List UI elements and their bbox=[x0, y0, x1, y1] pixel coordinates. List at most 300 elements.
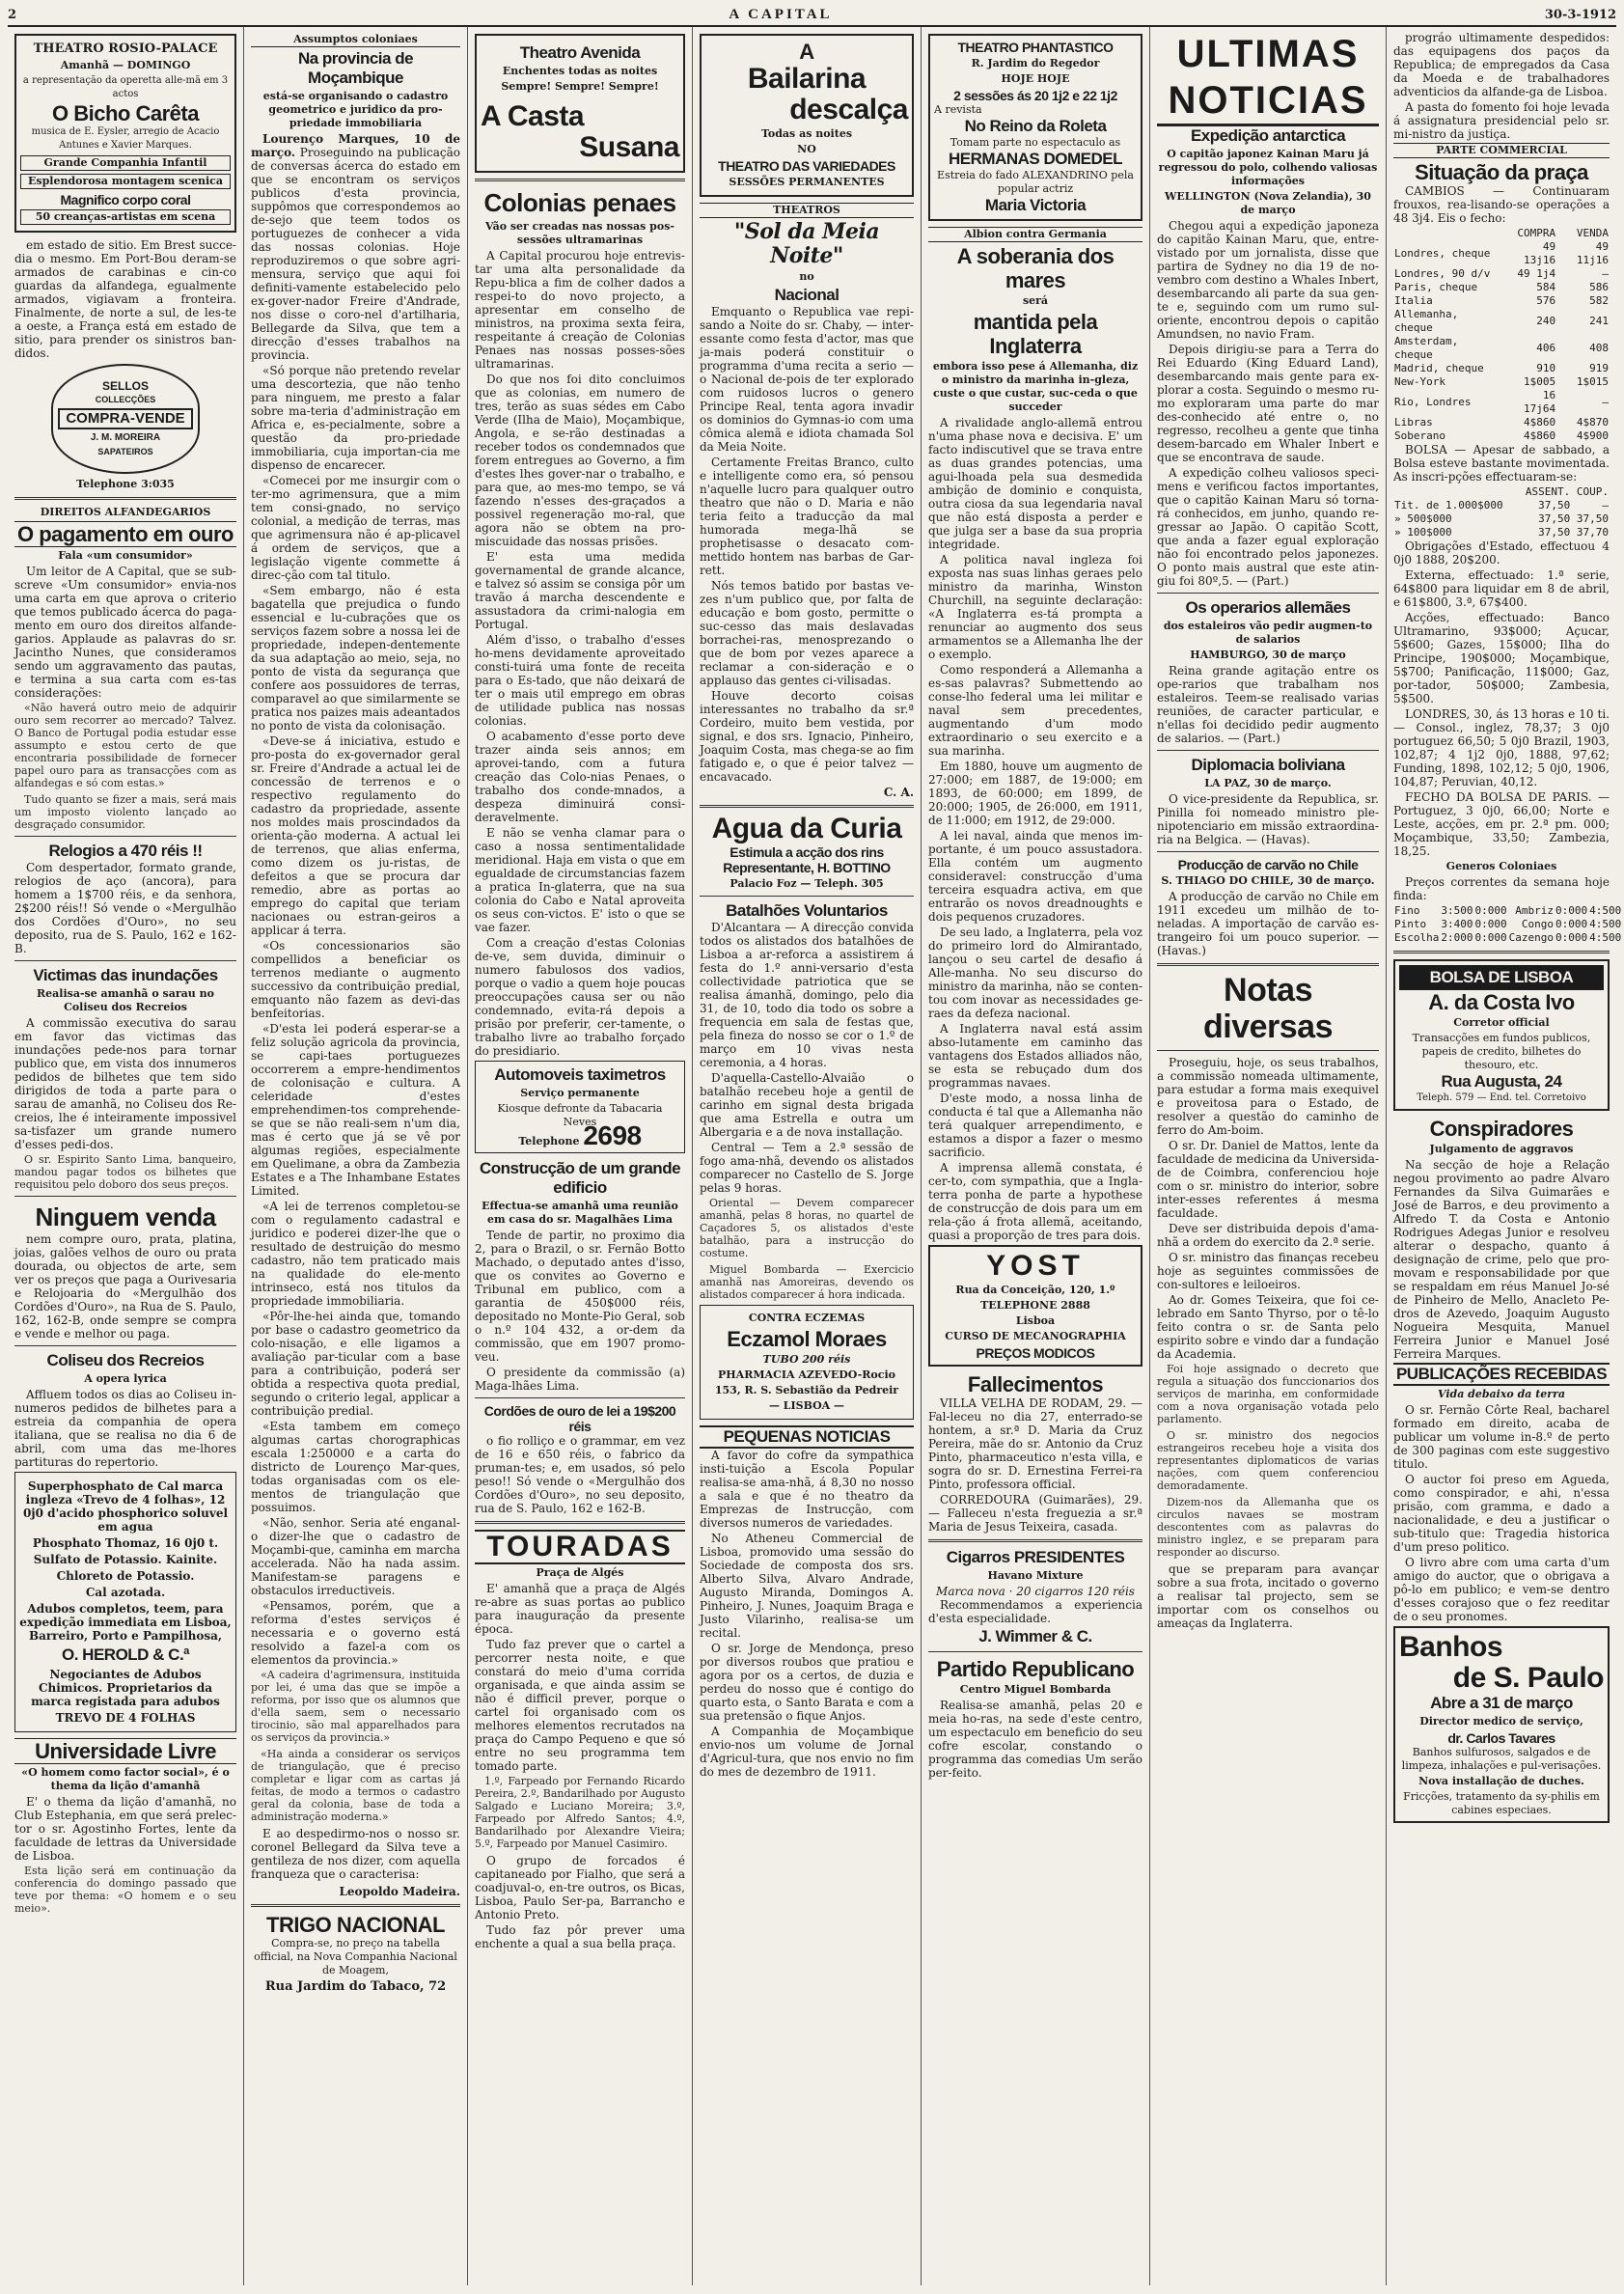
ad-line: PREÇOS MODICOS bbox=[976, 1345, 1095, 1361]
headline-sol: "Sol da Meia Noite" bbox=[733, 219, 880, 268]
subheadline: «O homem como factor social», é o thema da lição d'amanhã bbox=[21, 1766, 230, 1792]
column-3: Theatro Avenida Enchentes todas as noites Sempre! Sempre! Sempre! A Casta Susana Colonias penaes Vão ser creadas nas nossas pos-sessões ultramarinas A Capital procurou hoje entrevis-tar uma alta personalidade da Repu-blica a fim de colher dados a respei-to do novo projecto, a apresentar em conselho de ministros, na proxima sexta feira, respeitante á creação de Colonias Penaes nas nossas posses-sões ultramarinas. Do que nos foi dito concluimos que as colonias, em numero de tres, terão as suas sédes em Cabo Verde (Ilha de Maio), Moçambique, Angola, e se-rão destinadas a receber todos os condemnados que forem entregues ao Governo, a fim d'estes lhes gover-nar o trabalho, e para que, ao mes-mo tempo, se vá fazendo n'esses des-graçados a possivel regeneração mo-ral, que agora não se obtem na pro-miscuidade das nossas prisões. E' esta uma medida governamental de grande alcance, e talvez só assim se consiga pôr um travão á marcha descendente e assustadora da crimi-nalogia em Portugal. Além d'isso, o trabalho d'esses ho-mens devidamente aproveitado consti-tuirá uma fonte de receita para o Es-tado, que não deixará de ter o mais util emprego em obras de utilidade publica nas nossas colonias. O acabamento d'esse porto deve trazer ainda seis annos; em aprovei-tando, com a futura creação das Colo-nias Penaes, o trabalho dos conde-mnados, a despeza diminuirá consi-deravelmente. E não se venha clamar para o caso a nossa sentimentalidade meridional. Haja em vista o que em egualdade de circumstancias fazem a pratica In-glaterra, que na sua colonia do Cabo e Natal aproveita os seus con-victos. E' isto o que se vae fazer. Com a creação d'estas Colonias de-ve, sem duvida, diminuir o numero fabulosos dos vadios, porque o vadio a quem hoje poucas preoccupações causa ser ou não condemnado, evita-rá depois a prisão por preferir, cer-tamente, o trabalho livre ao trabalho forçado do presidiario. Automoveis taximetros Serviço permanente Kiosque defronte da Tabacaria Neves Telephone 2698 Construcção de um grande edificio Effectua-se amanhã uma reunião em casa do sr. Magalhães Lima Tende de partir, no proximo dia 2, para o Brazil, o sr. Fernão Botto Machado, o deputado antes d'isso, que os convites ao Governo e Tribunal em publico, com a garantia de 450$000 réis, depositado no Monte-Pio Geral, sob o n.º 104 432, a or-dem da commissão, que em 1907 promo-veu. O presidente da commissão (a) Maga-lhães Lima. Cordões de ouro de lei a 19$200 réis o fio rolliço e o grammar, em vez de 16 e 650 réis, o fabrico da pruman-tes; e, em usados, só pelo peso!! Só vende o «Mergulhão dos Cordões d'Ouro», no seu deposito, rua de S. Paulo, 162 e 162-B. TOURADAS Praça de Algés E' amanhã que a praça de Algés re-abre as suas portas ao publico para inauguração da presente época. Tudo faz prever que o cartel a percorrer nesta noite, e que constará do meio d'uma corrida organisada, e que ainda assim se não é difficil prever, porque o cartel foi organisado com os melhores elementos recrutados na praça do Campo Pequeno e que só entre no seu programma tem tomado parte. 1.º, Farpeado por Fernando Ricardo Pereira, 2.º, Bandarilhado por Augusto Salgado e Luciano Moreira; 3.º, Farpeado por Alfredo Santos; 4.º, Bandarilhado por Alexandre Vieira; 5.º, Farpeado por Manuel Casimiro. O grupo de forcados é capitaneado por Fialho, que será a coadjuval-o, en-tre outros, os Bicas, Lisboa, Paulo Ser-pa, Barrancho e Antonio Preto. Tudo faz pôr prever uma enchente a qual a sua bella praça. bbox=[468, 27, 693, 2285]
ad-play: No Reino da Roleta bbox=[964, 117, 1107, 135]
article-text: prográo ultimamente despedidos: das equipagens dos paços da Republica; de empregados da Casa da Moeda e de trabalhadores adventicios da alfande-ga de Lisboa. bbox=[1393, 31, 1610, 98]
table-cell: Londres, cheque bbox=[1394, 247, 1491, 260]
article-text: No Atheneu Commercial de Lisboa, promovido uma sessão do Sociedade de composta dos srs. Alberto Silva, Alvaro Andrade, Augusto Miranda, Domingos A. Pinheiro, J. Nunes, Joaquim Braga e Justo Vilarinho, realisa-se um recital. bbox=[700, 1532, 914, 1640]
article-text: Affluem todos os dias ao Coliseu in-numeros pedidos de bilhetes para a estreia da companhia de opera italiana, que se realisa no dia 6 de abril, com uma das me-lhores partituras do repertorio. bbox=[14, 1388, 236, 1469]
ad-stamp-sellos bbox=[51, 364, 200, 474]
article-text: Do que nos foi dito concluimos que as colonias, em numero de tres, terão as suas sédes em Cabo Verde (Ilha de Maio), Moçambique, Angola, e se-rão destinadas a receber todos os condemnados que forem entregues ao Governo, a fim d'estes lhes gover-nar o trabalho, e para que, ao mes-mo tempo, se vá fazendo n'esses des-graçados a possivel regeneração mo-ral, que agora não se obtem na pro-miscuidade das nossas prisões. bbox=[475, 373, 685, 548]
table-cell: 4$900 bbox=[1576, 429, 1609, 442]
table-cell: 0:000 bbox=[1474, 918, 1507, 930]
ad-trigo-sub: Compra-se, no preço na tabella official, na Nova Companhia Nacional de Moagem, bbox=[254, 1937, 457, 1976]
article-text: D'Alcantara — A direcção convida todos os alistados dos batalhões de Lisboa a ar-reforca a assistirem á festa do 1.º anni-versario d'esta collectividade patriotica que se realisa ámanhã, domingo, pelo dia 31, de 10, todo dia todo os sobre a frequencia em sala de festas que, pela fineza do nosso se cor o 1.º de março em 10 vivas nesta ceremonia, a 4 horas. bbox=[700, 921, 914, 1069]
table-row bbox=[1393, 904, 1622, 918]
table-cell: 16 17j64 bbox=[1524, 389, 1556, 415]
headline-coliseu: Coliseu dos Recreios bbox=[46, 1351, 205, 1369]
ad-bolsa-lisboa bbox=[1393, 959, 1610, 1111]
ad-line: A revista bbox=[934, 103, 982, 116]
divider bbox=[251, 1904, 460, 1907]
headline-ninguem: Ninguem venda bbox=[35, 1202, 216, 1231]
headline-nacional: Nacional bbox=[774, 286, 840, 304]
article-text: D'este modo, a nossa linha de conducta é tal que a Allemanha não terá qualquer arrependimento, e estamos a dispor a fazer o mesmo sacrificio. bbox=[928, 1092, 1142, 1159]
divider bbox=[1157, 851, 1379, 852]
table-cell: » 500$000 bbox=[1394, 512, 1452, 525]
signature: Leopoldo Madeira. bbox=[339, 1885, 460, 1898]
table-cell: 0:000 bbox=[1474, 904, 1507, 917]
ad-day: Amanhã — DOMINGO bbox=[60, 59, 191, 71]
table-cell: 408 bbox=[1589, 342, 1609, 354]
signature: C. A. bbox=[883, 786, 914, 799]
table-header: COMPRA bbox=[1517, 227, 1556, 239]
article-text: O sr. ministro das finanças recebeu hoje as seguintes commissões de con-sultores e leiloeiros. bbox=[1157, 1251, 1379, 1291]
ad-artists: HERMANAS DOMEDEL bbox=[949, 150, 1122, 168]
article-text: E' esta uma medida governamental de grande alcance, e talvez só assim se consiga pôr um travão á marcha descendente e assustadora da crimi-nalogia em Portugal. bbox=[475, 550, 685, 631]
table-cell: 4$860 bbox=[1524, 429, 1556, 442]
ad-wimmer: J. Wimmer & C. bbox=[978, 1627, 1092, 1645]
ad-yost bbox=[928, 1245, 1142, 1367]
table-cell: 586 bbox=[1589, 281, 1609, 293]
subheadline: Havano Mixture bbox=[987, 1569, 1084, 1582]
article-text: Chegou aqui a expedição japoneza do capitão Kainan Maru, que, entre-vistado por um jornalista, disse que partira de Sydney no dia 19 de no-vembro com destino a Whales Inbert, desembarcando ali parte da sua gen-te e, seguindo com um rumo sul-oriente, encontrou depois o capitão Amundsen, no navio Fram. bbox=[1157, 219, 1379, 341]
table-cell: 1$015 bbox=[1576, 375, 1609, 388]
article-text: Certamente Freitas Branco, culto e intelligente como era, só pensou n'aquelle lucro para qualquer outro theatro que não o D. Maria e não teria feito a traducção da mal humorada mega-lhã se prophetisasse o desacato com-mettido hontem nas barbas de Gar-rett. bbox=[700, 456, 914, 577]
article-text: Preços correntes da semana hoje finda: bbox=[1393, 875, 1610, 902]
article-text: O vice-presidente da Republica, sr. Pinilla foi nomeado ministro ple-nipotenciario em missão extraordina-ria na Belgica. — (Havas). bbox=[1157, 792, 1379, 846]
article-text: «Sem embargo, não é esta bagatella que prejudica o fundo essencial e lu-cubrações que os serviços fazem sobre a nossa lei de propriedade, indepen-dentemente da sua adaptação ao meio, seja, no ponto de vista da segurança que confere aos possuidores de terras, comparavel ao que similarmente se pratica nos paizes mais adeantados no ponto de vista da colonisação. bbox=[251, 584, 460, 732]
ad-line: Tomam parte no espectaculo as bbox=[950, 136, 1121, 149]
column-1: THEATRO ROSIO-PALACE Amanhã — DOMINGO a representação da operetta alle-mã em 3 actos O Bicho Carêta musica de E. Eysler, arregio de Acacio Antunes e Xavier Marques. Grande Companhia Infantil Esplendorosa montagem scenica Magnifico corpo coral 50 creanças-artistas em scena em estado de sitio. Em Brest succe-dia o mesmo. Em Port-Bou deram-se armados de carabinas e cin-co guardas da alfandega, egualmente armados, vigiavam a fronteira. Finalmente, de norte a sul, de les-te a oeste, a França está em estado de sitio, para prender os sinistros ban-didos. SELLOS COLLECÇÕES COMPRA-VENDE J. M. MOREIRA SAPATEIROS Telephone 3:035 DIREITOS ALFANDEGARIOS O pagamento em ouro Fala «um consumidor» Um leitor de A Capital, que se sub-screve «Um consumidor» envia-nos uma carta em que aprova o criterio que temos publicado ácerca do paga-mento em ouro dos direitos alfande-garios. Applaude as palavras do sr. Jacintho Nunes, que consideramos sendo um aggravamento das pautas, e termina a sua carta com es-tas considerações: «Não haverá outro meio de adquirir ouro sem recorrer ao mercado? Talvez. O Banco de Portugal podia estudar esse assumpto e estou certo de que encontraria possibilidade de fornecer papel ouro para as transacções com as alfandegas e só com estas.» Tudo quanto se fizer a mais, será mais um imposto violento lançado ao desgraçado consumidor. Relogios a 470 réis !! Com despertador, formato grande, relogios de aço (ancora), para homem a 1$700 réis, e da senhora, 2$200 réis!! Só vende o «Mergulhão dos Cordões d'Ouro», no seu deposito, rua de S. Paulo, 162 e 162-B. Victimas das inundações Realisa-se amanhã o sarau no Coliseu dos Recreios A commissão executiva do sarau em favor das victimas das inundações pede-nos para tornar publico que, em vista dos innumeros pedidos de bilhetes que tem sido dirigidos de toda a parte para o sarau de amanhã, no Coliseu dos Re-creios, lhe é inteiramente impossivel sa-tisfazer um grande numero d'esses pedi-dos. O sr. Espirito Santo Lima, banqueiro, mandou pagar todos os bilhetes que requisitou pelo doboro dos seus preços. Ninguem venda nem compre ouro, prata, platina, joias, galões velhos de ouro ou prata dourada, ou objectos de arte, sem ver os preços que paga a Ourivesaria e Relojoaria do «Mergulhão dos Cordões d'Ouro», na Rua de S. Paulo, 162, 162-B, onde sempre se compra e vende e melhor ou paga. Coliseu dos Recreios A opera lyrica Affluem todos os dias ao Coliseu in-numeros pedidos de bilhetes para a estreia da companhia de opera italiana, que se realisa no dia 6 de abril, com uma das me-lhores partituras do repertorio. Superphosphato de Cal marca ingleza «Trevo de 4 folhas», 12 0j0 d'acido phosphorico soluvel em agua Phosphato Thomaz, 16 0j0 t. Sulfato de Potassio. Kainite. Chloreto de Potassio. Cal azotada. Adubos completos, teem, para expedição immediata em Lisboa, Barreiro, Porto e Pampilhosa, O. HEROLD & C.ª Negociantes de Adubos Chimicos. Proprietarios da marca registada para adubos TREVO DE 4 FOLHAS Universidade Livre «O homem como factor social», é o thema da lição d'amanhã E' o thema da lição d'amanhã, no Club Estephania, em que será prelec-tor o sr. Agostinho Fortes, lente da faculdade de lettras da Universidade de Lisboa. Esta lição será em continuação da conferencia do domingo passado que teve por thema: «O homem e o seu meio». bbox=[8, 27, 244, 2285]
stamp-mid: COLLECÇÕES bbox=[95, 395, 156, 404]
table-cell: 4:500 bbox=[1589, 918, 1622, 930]
headline-operarios: Os operarios allemães bbox=[1185, 598, 1351, 617]
table-cell: — bbox=[1602, 396, 1609, 408]
stamp-street: SAPATEIROS bbox=[97, 447, 153, 456]
table-cell: 49 1j4 bbox=[1517, 267, 1556, 280]
table-cell: Soberano bbox=[1394, 429, 1445, 442]
table-cell: » 100$000 bbox=[1394, 526, 1452, 539]
table-header-row bbox=[1393, 485, 1610, 499]
table-cell: Cazengo bbox=[1508, 931, 1554, 944]
ad-line: Kiosque defronte da Tabacaria Neves bbox=[497, 1102, 663, 1128]
table-row bbox=[1393, 512, 1610, 526]
headline-situacao: Situação da praça bbox=[1415, 160, 1588, 184]
ad-line: Bailarina bbox=[747, 63, 867, 95]
article-text: CORREDOURA (Guimarães), 29. — Falleceu n'esta freguezia a sr.ª Maria de Jesus Teixeira, casada. bbox=[928, 1493, 1142, 1534]
article-text: Realisa-se amanhã, pelas 20 e meia ho-ras, na sede d'este centro, um espectaculo em beneficio do seu cofre escolar, constando o programma das comedias Um serão per-feito. bbox=[928, 1699, 1142, 1780]
article-text: «Esta tambem em começo algumas cartas chorographicas escala 1:250000 e a carta do districto de Lourenço Mar-ques, todas organisadas com os ele-mentos de triangulação que possuimos. bbox=[251, 1420, 460, 1514]
table-cell: 0:000 bbox=[1555, 904, 1588, 917]
issue-date: 30-3-1912 bbox=[1544, 7, 1616, 22]
ad-play: O Bicho Carêta bbox=[52, 101, 199, 125]
ad-line: Phosphato Thomaz, 16 0j0 t. bbox=[32, 1536, 219, 1550]
subheadline: Fala «um consumidor» bbox=[58, 549, 193, 562]
table-cell: — bbox=[1602, 499, 1609, 511]
ad-sub: Serviço permanente bbox=[520, 1087, 640, 1099]
headline-notas: Notas diversas bbox=[1203, 972, 1333, 1045]
article-text: «D'esta lei poderá esperar-se a feliz solução agricola da provincia, se capi-taes portuguezes occorrerem a empre-hendimentos de colonisação e cultura. A celeridade d'estes emprehendimen-tos comprehende-se que se não reali-sem n'um dia, mas é certo que já se vê por algumas regiões, especialmente em Quelimane, a obra da Zambezia Estates e a The Inhambane Estates Limited. bbox=[251, 1022, 460, 1198]
ad-line: NO bbox=[797, 143, 816, 155]
headline-falecimentos: Fallecimentos bbox=[967, 1372, 1104, 1396]
ad-sub: Estimula a acção dos rins bbox=[729, 844, 884, 860]
headline-cordoes: Cordões de ouro de lei a 19$200 réis bbox=[483, 1403, 676, 1434]
headline-batalhoes: Batalhões Voluntarios bbox=[726, 901, 888, 920]
subheadline: dos estaleiros vão pedir augmen-to de salarios bbox=[1163, 620, 1373, 646]
ad-addr: Rua da Conceição, 120, 1.º bbox=[955, 1284, 1115, 1296]
ad-rosio-palace bbox=[14, 34, 236, 233]
table-cell: Italia bbox=[1394, 294, 1433, 307]
ad-line: Sempre! Sempre! Sempre! bbox=[501, 80, 659, 93]
article-text: O sr. Fernão Côrte Real, bacharel formado em direito, acaba de publicar um volume in-8.º de perto de 300 paginas com este suggestivo titulo. bbox=[1393, 1403, 1610, 1471]
headline-universidade: Universidade Livre bbox=[14, 1738, 236, 1764]
article-text: Com despertador, formato grande, relogios de aço (ancora), para homem a 1$700 réis, e da senhora, 2$200 réis!! Só vende o «Mergulhão dos Cordões d'Ouro», no seu deposito, rua de S. Paulo, 162 e 162-B. bbox=[14, 861, 236, 955]
stamp-main: COMPRA-VENDE bbox=[58, 408, 192, 429]
table-cell: 37,50 bbox=[1538, 499, 1571, 511]
article-text: Central — Tem a 2.ª sessão de fogo ama-nhã, devendo os alistados comparecer no Castello de S. Jorge pelas 9 horas. bbox=[700, 1141, 914, 1195]
ad-play-2: Susana bbox=[579, 131, 679, 163]
table-cell: 910 bbox=[1536, 362, 1556, 374]
article-text: O sr. Dr. Daniel de Mattos, lente da faculdade de medicina da Universida-de de Coimbra, conferenciou hoje com o sr. ministro do interior, sobre inter-esses referentes á mesma faculdade. bbox=[1157, 1139, 1380, 1220]
table-cell: Tit. de 1.000$000 bbox=[1394, 499, 1503, 511]
headline-cigarros: Cigarros PRESIDENTES bbox=[946, 1548, 1125, 1566]
article-text: Depois dirigiu-se para a Terra do Rei Eduardo (King Eduard Land), desembarcando mais gente para ex-plorar a costa. Seguindo o mesmo ru-mo exploraram uma parte do mar des-conhecido até entre o, no regresso, recolheu a gente que tinha desem-barcado em Whaler Inbert e que se encontrava de saude. bbox=[1157, 343, 1379, 464]
article-text: Como responderá a Allemanha a es-sas palavras? Submettendo ao conse-lho federal uma lei militar e naval sem precedentes, augmentando d'um modo extraordinario o seu exercito e a sua marinha. bbox=[928, 663, 1142, 758]
article-text: Nós temos batido por bastas ve-zes n'um publico que, por falta de educação e bom gosto, permitte o suc-cesso das mais deslavadas borrachei-ras, menosprezando o que de bom por vezes aparece a reclamar a con-sideração e o applauso das gentes ci-vilisadas. bbox=[700, 579, 914, 687]
ad-line: CONTRA ECZEMAS bbox=[748, 1312, 866, 1324]
article-text: A Capital procurou hoje entrevis-tar uma alta personalidade da Repu-blica a fim de colher dados a respei-to do novo projecto, a apresentar em conselho de ministros, na proxima sexta feira, respeitante á creação de Colonias Penaes nas nossas posses-sões ultramarinas. bbox=[475, 249, 685, 371]
divider bbox=[14, 497, 236, 500]
column-7 bbox=[1387, 27, 1622, 2285]
table-row bbox=[1393, 267, 1610, 281]
article-text: O presidente da commissão (a) Maga-lhães Lima. bbox=[475, 1366, 685, 1393]
headline-colonias: Colonias penaes bbox=[483, 188, 676, 217]
divider bbox=[475, 179, 685, 181]
headline-mantida: mantida pela Inglaterra bbox=[973, 310, 1098, 358]
article-text: Deve ser distribuida depois d'ama-nhã a ordem do exercito da 2.ª serie. bbox=[1157, 1222, 1379, 1249]
article-text: A politica naval ingleza foi exposta nas suas linhas geraes pelo ministro da marinha, Winston Churchill, na seguinte declaração: «A Inglaterra es-tá prompta a renunciar ao augmento dos seus armamentos se a Allemanha lhe der o exemplo. bbox=[928, 553, 1142, 661]
ad-play-1: A Casta bbox=[481, 100, 585, 132]
table-cell: 406 bbox=[1536, 342, 1556, 354]
article-text: o fio rolliço e o grammar, em vez de 16 e 650 réis, o fabrico da pruman-tes; e, em usados, só pelo peso!! Só vende o «Mergulhão dos Cordões d'Ouro», no seu deposito, rua de S. Paulo, 162 e 162-B. bbox=[475, 1434, 685, 1515]
ad-actress: Maria Victoria bbox=[984, 196, 1087, 214]
table-cell: Libras bbox=[1394, 416, 1433, 428]
ad-title: Theatro Avenida bbox=[519, 43, 641, 62]
article-text: A lei naval, ainda que menos im-portante, é um pouco assustadora. Ella contém um augmento consideravel: construcção d'uma terceira esquadra activa, em que entrarão os novos dreadnoughts e dois pequenos cruzadores. bbox=[928, 829, 1142, 924]
divider bbox=[700, 896, 914, 897]
table-header bbox=[1393, 227, 1503, 240]
ad-tel-label: Telephone bbox=[518, 1135, 580, 1147]
article-text: Obrigações d'Estado, effectuou 4 0j0 1888, 20$200. bbox=[1393, 539, 1610, 567]
table-cell: Madrid, cheque bbox=[1394, 362, 1484, 374]
article-text: Com a creação d'estas Colonias de-ve, sem duvida, diminuir o numero fabulosos dos vadios, porque o vadio a quem hoje poucas preoccupações causa ser ou não condemnado, evita-rá depois a prisão por preferir, cer-tamente, o trabalho livre ao trabalho forçado do presidiario. bbox=[475, 936, 685, 1058]
table-cell: 3:400 bbox=[1441, 918, 1473, 930]
article-text: Emquanto o Republica vae repi-sando a Noite do sr. Chaby, — inter-essante como festa d'actor, mas que ja-mais poderá constituir o programma d'uma recita a serio — o Nacional de-pois de ter explorado com ruidosos lucros o genero Principe Real, tenta agora invadir os dominios do Gymnas-io com uma cômica alemã e idiota chamada Sol da Meia Noite. bbox=[700, 305, 914, 454]
ad-line: Estreia do fado ALEXANDRINO pela popular actriz bbox=[937, 169, 1134, 195]
ad-line: PHARMACIA AZEVEDO-Rocio bbox=[718, 1368, 895, 1381]
ad-banhos bbox=[1393, 1626, 1610, 1823]
section-header: Assumptos coloniaes bbox=[251, 33, 460, 47]
stamp-phone: Telephone 3:035 bbox=[76, 478, 175, 490]
article-text: «Deve-se á iniciativa, estudo e pro-posta do ex-governador geral sr. Freire d'Andrade a actual lei de concessão de terrenos e o respectivo regulamento do cadastro da propriedade, assente nos moldes mais proscindados da orienta-ção moderna. A actual lei de terrenos, que alias enferma, como dizem os ju-ristas, de defeitos a que se procura dar remedio, abre as portas ao emprego do capital que teriam nacionaes ou estran-geiros a applicar á terra. bbox=[251, 734, 460, 937]
divider bbox=[928, 1651, 1142, 1652]
ad-title: YOST bbox=[986, 1250, 1085, 1282]
ad-line: Chloreto de Potassio. bbox=[56, 1569, 195, 1583]
dateline: WELLINGTON (Nova Zelandia), 30 de março bbox=[1165, 190, 1371, 216]
article-text: D'aquella-Castello-Alvaião o batalhão recebeu hoje a gentil de carinho em signal desta brigada que ama Estrella e outra um Albergaria e a de nova installação. bbox=[700, 1071, 914, 1139]
ad-line: Banhos sulfurosos, salgados e de limpeza, inhalações e pul-verisações. bbox=[1401, 1746, 1602, 1772]
article-text: em estado de sitio. Em Brest succe-dia o mesmo. Em Port-Bou deram-se armados de carabinas e cin-co guardas da alfandega, egualmente armados, vigiavam a fronteira. Finalmente, de norte a sul, de les-te a oeste, a França está em estado de sitio, para prender os sinistros ban-didos. bbox=[14, 238, 236, 360]
article-text: que se preparam para avançar sobre a sua frota, incitado o governo a realisar tal projecto, sem se importar com os conselhos ou ameaças da Inglaterra. bbox=[1157, 1562, 1379, 1630]
article-text: Em 1880, houve um augmento de 27:000; em 1887, de 19:000; em 1893, de 60:000; em 1899, de 20:000; 1905, de 26:000, em 1911, de 11:000; em 1912, de 29:000. bbox=[928, 760, 1142, 827]
article-text: Recommendamos a experiencia d'esta especialidade. bbox=[928, 1598, 1142, 1625]
article-text: Proseguindo na publicação de conversas ácerca do estado em que se encontram os serviços publicos d'esta provincia, suppômos que correspondemos ao de-sejo que teem todos os portuguezes de conhecer a vida das nossas colonias. Hoje reproduziremos o que sobre agri-mensura, serviço que aqui foi definiti-vamente estabelecido pelo ex-gover-nador Freire d'Andrade, nos disse o coro-nel d'artilharia, Bellegarde da Silva, que tem a direcção d'esses trabalhos na provincia. bbox=[251, 146, 460, 362]
table-row bbox=[1393, 389, 1610, 416]
article-text: A producção de carvão no Chile em 1911 excedeu um milhão de to-neladas. A importação de carvão es-trangeiro foi um pouco superior. — (Havas.) bbox=[1157, 890, 1379, 957]
article-text: A Companhia de Moçambique envio-nos um volume de Jornal d'Agricul-tura, que nos envio no fim do mes de dezembro de 1911. bbox=[700, 1725, 914, 1779]
article-text: E não se venha clamar para o caso a nossa sentimentalidade meridional. Haja em vista o que em egualdade de circumstancias fazem a pratica In-glaterra, que na sua colonia do Cabo e Natal aproveita os seus con-victos. E' isto o que se vae fazer. bbox=[475, 826, 685, 934]
table-cell: 37,50 bbox=[1538, 512, 1571, 525]
ad-tel: Teleph. 579 — End. tel. Corretoivo bbox=[1417, 1092, 1586, 1103]
table-cell: Amsterdam, cheque bbox=[1394, 335, 1459, 361]
headline-pequenas: PEQUENAS NOTICIAS bbox=[700, 1425, 914, 1449]
article-text: A expedição colheu valiosos speci-mens e verificou factos importantes, que o capitão Kainan Maru só torna-rá conhecidos, em junho, quando re-gressar ao Japão. O capitão Scott, que anda a fazer egual exploração não foi encontrado pelos japonezes. O ponto mais austral que este atin-giu foi 80º,5. — (Part.) bbox=[1157, 466, 1379, 588]
section-header: PARTE COMMERCIAL bbox=[1393, 143, 1610, 158]
ad-mark: TREVO DE 4 FOLHAS bbox=[55, 1711, 196, 1725]
headline-partido: Partido Republicano bbox=[936, 1657, 1135, 1681]
table-row bbox=[1393, 931, 1622, 945]
article-text: LONDRES, 30, ás 13 horas e 10 ti. — Consol., inglez, 78,37; 3 0j0 portuguez 66,50; 5 0j0 Brazil, 1903, 102,87; 4 1j2 0j0, 1888, 97,62; Funding, 1898, 102,12; 5 0j0, 1906, 104,87; Peruvian, 40,12. bbox=[1393, 707, 1610, 788]
article-text: E' amanhã que a praça de Algés re-abre as suas portas ao publico para inauguração da presente época. bbox=[475, 1582, 685, 1636]
table-cell: 4$860 bbox=[1524, 416, 1556, 428]
subheadline: Effectua-se amanhã uma reunião em casa do sr. Magalhães Lima bbox=[482, 1200, 678, 1226]
table-row bbox=[1393, 362, 1610, 375]
table-cell: 2:000 bbox=[1441, 931, 1473, 944]
article-text: Tende de partir, no proximo dia 2, para o Brazil, o sr. Fernão Botto Machado, o deputado antes d'isso, que os convites ao Governo e Tribunal em publico, com a garantia de 450$000 réis, depositado no Monte-Pio Geral, sob o n.º 104 432, a or-dem da commissão, que em 1907 promo-veu. bbox=[475, 1229, 685, 1364]
table-row bbox=[1393, 526, 1610, 539]
ad-line: Adubos completos, teem, para expedição immediata em Lisboa, Barreiro, Porto e Pampilhosa, bbox=[19, 1602, 232, 1643]
section-header: THEATROS bbox=[700, 203, 914, 218]
ad-line: Sulfato de Potassio. Kainite. bbox=[33, 1553, 218, 1566]
article-text: De seu lado, a Inglaterra, pela voz do primeiro lord do Almirantado, lançou o seu cartel de desafio á Alle-manha. No seu discurso do ministro da marinha, não se conten-tou com inovar as necessidades ge-raes da defeza nacional. bbox=[928, 926, 1142, 1020]
ad-line: Transacções em fundos publicos, papeis de credito, bilhetes do thesouro, etc. bbox=[1412, 1032, 1591, 1071]
table-row bbox=[1393, 429, 1610, 443]
ad-title: Eczamol Moraes bbox=[727, 1327, 887, 1351]
divider bbox=[14, 1345, 236, 1346]
ad-line: Marca nova · 20 cigarros 120 réis bbox=[936, 1585, 1135, 1598]
article-text: A commissão executiva do sarau em favor das victimas das inundações pede-nos para tornar publico que, em vista dos innumeros pedidos de bilhetes que tem sido dirigidos de toda a parte para o sarau de amanhã, no Coliseu dos Re-creios, lhe é inteiramente impossivel sa-tisfazer um grande numero d'esses pedi-dos. bbox=[14, 1016, 236, 1151]
headline-ultimas: ULTIMAS NOTICIAS bbox=[1157, 31, 1379, 126]
table-cell: 0:000 bbox=[1474, 931, 1507, 944]
headline-touradas: TOURADAS bbox=[475, 1530, 685, 1564]
headline-soberania: A soberania dos mares bbox=[956, 244, 1115, 292]
headline-diplomacia: Diplomacia boliviana bbox=[1191, 756, 1345, 774]
ad-line: 153, R. S. Sebastião da Pedreir bbox=[714, 1384, 899, 1396]
ad-line: Cal azotada. bbox=[85, 1586, 166, 1599]
divider bbox=[700, 805, 914, 808]
article-text: A imprensa allemã constata, é cer-to, com sympathia, que a Ingla-terra ponha de parte a hypothese de construcção de dois para um em rela-ção á frota allemã, aceitando, quasi a proporção de tres para dois. bbox=[928, 1161, 1142, 1242]
article-text: nem compre ouro, prata, platina, joias, galões velhos de ouro ou prata dourada, ou objectos de arte, sem ver os preços que paga a Ourivesaria e Relojoaria do «Mergulhão dos Cordões d'Ouro», na Rua de S. Paulo, 162, 162-B, onde sempre se compra e vende e melhor ou paga. bbox=[14, 1232, 236, 1340]
ad-theatro-phantastico bbox=[928, 34, 1142, 221]
divider bbox=[1393, 951, 1610, 954]
table-cell: Rio, Londres bbox=[1394, 396, 1472, 408]
ad-title: THEATRO ROSIO-PALACE bbox=[33, 41, 218, 56]
table-row bbox=[1393, 294, 1610, 308]
article-text: O grupo de forcados é capitaneado por Fialho, que será a coadjuval-o, en-tre outros, os Bicas, Lisboa, Paulo Ser-pa, Barrancho e Antonio Preto. bbox=[475, 1854, 685, 1921]
subheadline: O capitão japonez Kainan Maru já regressou do polo, colhendo valiosas informações bbox=[1158, 148, 1378, 187]
column-6: ULTIMAS NOTICIAS Expedição antarctica O capitão japonez Kainan Maru já regressou do polo, colhendo valiosas informações WELLINGTON (Nova Zelandia), 30 de março Chegou aqui a expedição japoneza do capitão Kainan Maru, que, entre-vistado por um jornalista, disse que partira de Sydney no dia 19 de no-vembro com destino a Whales Inbert, desembarcando ali parte da sua gen-te e, seguindo com um rumo sul-oriente, encontrou depois o capitão Amundsen, no navio Fram. Depois dirigiu-se para a Terra do Rei Eduardo (King Eduard Land), desembarcando mais gente para ex-plorar a costa. Seguindo o mesmo ru-mo exploraram uma parte do mar des-conhecido até entre o, no regresso, recolheu a gente que tinha desem-barcado em Whaler Inbert e que se encontrava de saude. A expedição colheu valiosos speci-mens e verificou factos importantes, que o capitão Kainan Maru só torna-rá conhecidos, em junho, quando re-gressar ao Japão. O capitão Scott, que anda a fazer egual exploração não foi encontrado pelos japonezes. O ponto mais austral que este atin-giu foi 80º,5. — (Part.) Os operarios allemães dos estaleiros vão pedir augmen-to de salarios HAMBURGO, 30 de março Reina grande agitação entre os ope-rarios que trabalham nos estaleiros. Teem-se realisado varias reuniões, de caracter particular, e n'ellas foi decidido pedir augmento de salarios. — (Part.) Diplomacia boliviana LA PAZ, 30 de março. O vice-presidente da Republica, sr. Pinilla foi nomeado ministro ple-nipotenciario em missão extraordina-ria na Belgica. — (Havas). Producção de carvão no Chile S. THIAGO DO CHILE, 30 de março. A producção de carvão no Chile em 1911 excedeu um milhão de to-neladas. A importação de carvão es-trangeiro foi um pouco superior. — (Havas.) Notas diversas Proseguiu, hoje, os seus trabalhos, a commissão nomeada ultimamente, para estudar a forma mais exequivel e proveitosa para o Estado, de resolver a questão do caminho de ferro do Am-boim. O sr. Dr. Daniel de Mattos, lente da faculdade de medicina da Universida-de de Coimbra, conferenciou hoje com o sr. ministro do interior, sobre inter-esses referentes á mesma faculdade. Deve ser distribuida depois d'ama-nhã a ordem do exercito da 2.ª serie. O sr. ministro das finanças recebeu hoje as seguintes commissões de con-sultores e leiloeiros. Ao dr. Gomes Teixeira, que foi ce-lebrado em Santo Thyrso, por o tê-lo feito contra o sr. de Santa pelo espirito sobre e vindo dar a fundação da Academia. Foi hoje assignado o decreto que regula a situação dos funccionarios dos serviços de marinha, em conformidade com a nova organisação votada pelo parlamento. O sr. ministro dos negocios estrangeiros recebeu hoje a visita dos representantes diplomaticos de varias nações, com quem conferenciou demoradamente. Dizem-nos da Allemanha que os circulos navaes se mostram descontentes com as palavras do ministro inglez, e se preparam para responder ao discurso. que se preparam para avançar sobre a sua frota, incitado o governo a realisar tal projecto, sem se importar com os conselhos ou ameaças da Inglaterra. bbox=[1150, 27, 1387, 2285]
stamp-top: SELLOS bbox=[101, 379, 149, 393]
table-cell: 240 bbox=[1536, 315, 1556, 327]
article-text: E' o thema da lição d'amanhã, no Club Estephania, em que será prelec-tor o sr. Agostinho Fortes, lente da faculdade de lettras da Universidade de Lisboa. bbox=[14, 1795, 236, 1863]
table-row bbox=[1393, 375, 1610, 389]
table-cell: 37,50 bbox=[1538, 526, 1571, 539]
ad-role: Corretor official bbox=[1453, 1016, 1550, 1029]
ad-line: SESSÕES PERMANENTES bbox=[729, 176, 885, 188]
ad-line: Enchentes todas as noites bbox=[502, 65, 658, 77]
article-text: «Os concessionarios são compellidos a beneficiar os terrenos mediante o augmento successivo da contribuição predial, emquanto não fazem as devi-das benfeitorias. bbox=[251, 939, 460, 1020]
table-cell: — bbox=[1602, 267, 1609, 280]
table-row bbox=[1393, 240, 1610, 267]
table-header: VENDA bbox=[1576, 227, 1609, 239]
table-cell: 37,50 bbox=[1576, 512, 1609, 525]
divider bbox=[1157, 963, 1379, 966]
divider bbox=[14, 1196, 236, 1197]
table-cell: Paris, cheque bbox=[1394, 281, 1478, 293]
table-cell: Londres, 90 d/v bbox=[1394, 267, 1491, 280]
article-text: O acabamento d'esse porto deve trazer ainda seis annos; em aprovei-tando, com a futura creação das Colo-nias Penaes, o trabalho dos conde-mnados, a despeza diminuirá consi-deravelmente. bbox=[475, 730, 685, 824]
article-text: «Pôr-lhe-hei ainda que, tomando por base o cadastro geometrico da colo-nisação, e elle ligamos a avaliação par-ticular com a base para a contribuição, poderá ser obtida a respectiva quota predial, segundo o criterio legal, applicar a contribuição predial. bbox=[251, 1310, 460, 1418]
article-text: «Só porque não pretendo revelar uma descortezia, que não tenho para ninguem, me presto a falar sobre ma-teria d'administração em Africa e, es-pecialmente, sobre a questão da pro-priedade immobiliaria, cuja importan-cia me dispenso de encarecer. bbox=[251, 364, 460, 472]
ad-open: Abre a 31 de março bbox=[1430, 1694, 1573, 1712]
table-cell: Fino bbox=[1394, 904, 1420, 917]
article-text: VILLA VELHA DE RODAM, 29. — Fal-leceu no dia 27, enterrado-se hontem, a sr.ª D. Maria da Cruz Pereira, mãe do sr. Antonio da Cruz Pinto, pharmaceutico n'esta villa, e sogra do sr. D. Ernestina Ferrei-ra Pinto, professora official. bbox=[928, 1396, 1142, 1491]
ad-line: THEATRO DAS VARIEDADES bbox=[718, 158, 895, 174]
ad-sub: TUBO 200 réis bbox=[762, 1353, 851, 1366]
article-text: «Pensamos, porém, que a reforma d'estes serviços é necessaria e o governo está resolvido a fazel-a com os elementos da provincia.» bbox=[251, 1599, 460, 1667]
dateline: LA PAZ, 30 de março. bbox=[1204, 777, 1332, 789]
table-header: ASSENT. bbox=[1525, 485, 1571, 498]
article-text: Reina grande agitação entre os ope-rarios que trabalham nos estaleiros. Teem-se realisado varias reuniões, de caracter particular, e n'ellas foi decidido pedir augmento de salarios. — (Part.) bbox=[1157, 664, 1379, 745]
dateline: S. THIAGO DO CHILE, 30 de março. bbox=[1161, 874, 1375, 887]
headline-victimas: Victimas das inundações bbox=[33, 966, 218, 984]
headline-pagamento: O pagamento em ouro bbox=[14, 521, 236, 547]
ad-staging: Esplendorosa montagem scenica bbox=[20, 174, 231, 189]
article-text: Além d'isso, o trabalho d'esses ho-mens devidamente aproveitado consti-tuirá uma fonte de receita para o Es-tado, que não deixará de ter o mais util emprego em obras de utilidade publica nas nossas colonias. bbox=[475, 633, 685, 728]
table-cell: 4:500 bbox=[1589, 931, 1622, 944]
ad-line: Superphosphato de Cal marca ingleza «Trevo de 4 folhas», 12 0j0 d'acido phosphorico soluvel em agua bbox=[22, 1479, 229, 1534]
ad-street: Rua Augusta, 24 bbox=[1441, 1072, 1562, 1091]
ad-doctor: dr. Carlos Tavares bbox=[1447, 1730, 1555, 1746]
masthead bbox=[8, 6, 1616, 27]
exchange-table bbox=[1393, 227, 1610, 443]
article-text: Externa, effectuado: 1.ª serie, 64$800 para liquidar em 8 de abril, e 61$800, 3.ª, 67$400. bbox=[1393, 568, 1610, 609]
subheadline: Vão ser creadas nas nossas pos-sessões ultramarinas bbox=[485, 220, 674, 246]
ad-times: 2 sessões ás 20 1j2 e 22 1j2 bbox=[953, 88, 1117, 103]
ad-addr: R. Jardim do Regedor bbox=[971, 57, 1100, 69]
headline-publicacoes: PUBLICAÇÕES RECEBIDAS bbox=[1393, 1363, 1610, 1386]
table-row bbox=[1393, 499, 1610, 512]
ad-line: Todas as noites bbox=[760, 127, 853, 140]
ad-company: Grande Companhia Infantil bbox=[20, 155, 231, 171]
table-row bbox=[1393, 308, 1610, 335]
ad-agua-curia bbox=[700, 814, 914, 891]
ad-line: A bbox=[799, 40, 814, 64]
article-text: Acções, effectuado: Banco Ultramarino, 93$000; Açucar, 5$600; Gazes, 15$000; Ilha do Principe, 190$000; Moçambique, 5$700; Panificação, 11$000; Gaz, por-tador, 50$000; Zambesia, 5$500. bbox=[1393, 611, 1610, 705]
table-cell: Pinto bbox=[1394, 918, 1427, 930]
table-row bbox=[1393, 416, 1610, 429]
article-text: Tudo faz pôr prever uma enchente a qual a sua bella praça. bbox=[475, 1923, 685, 1950]
column-4: A Bailarina descalça Todas as noites NO THEATRO DAS VARIEDADES SESSÕES PERMANENTES THEATROS "Sol da Meia Noite" no Nacional Emquanto o Republica vae repi-sando a Noite do sr. Chaby, — inter-essante como festa d'actor, mas que ja-mais poderá constituir o programma d'uma recita a serio — o Nacional de-pois de ter explorado com ruidosos lucros o genero Principe Real, tenta agora invadir os dominios do Gymnas-io com uma cômica alemã e idiota chamada Sol da Meia Noite. Certamente Freitas Branco, culto e intelligente como era, só pensou n'aquelle lucro para qualquer outro theatro que não o D. Maria e não teria feito a traducção da mal humorada mega-lhã se prophetisasse o desacato com-mettido hontem nas barbas de Gar-rett. Nós temos batido por bastas ve-zes n'um publico que, por falta de educação e bom gosto, permitte o suc-cesso das mais deslavadas borrachei-ras, menosprezando o que de bom por vezes aparece a reclamar a con-sideração e o applauso das gentes ci-vilisadas. Houve decorto coisas interessantes no trabalho da sr.ª Cordeiro, muito bem vestida, por signal, e dos srs. Ignacio, Pinheiro, Joaquim Costa, mas chega-se ao fim fatigado e, o que é peior talvez — encavacado. C. A. Agua da Curia Estimula a acção dos rins Representante, H. BOTTINO Palacio Foz — Teleph. 305 Batalhões Voluntarios D'Alcantara — A direcção convida todos os alistados dos batalhões de Lisboa a ar-reforca a assistirem á festa do 1.º anni-versario d'esta collectividade patriotica que se realisa ámanhã, domingo, pelo dia 31, de 10, todo dia todo os sobre a frequencia em sala de festas que, pela fineza do nosso se cor o 1.º de março em 10 vivas nesta ceremonia, a 4 horas. D'aquella-Castello-Alvaião o batalhão recebeu hoje a gentil de carinho em signal desta brigada que ama Estrella e outra um Albergaria e a de nova installação. Central — Tem a 2.ª sessão de fogo ama-nhã, devendo os alistados comparecer no Castello de S. Jorge pelas 9 horas. Oriental — Devem comparecer amanhã, pelas 8 horas, no quartel de Caçadores 5, os alistados d'este batalhão, para a instrucção do costume. Miguel Bombarda — Exercicio amanhã nas Amoreiras, devendo os alistados comparecer á hora indicada. CONTRA ECZEMAS Eczamol Moraes TUBO 200 réis PHARMACIA AZEVEDO-Rocio 153, R. S. Sebastião da Pedreir — LISBOA — PEQUENAS NOTICIAS A favor do cofre da sympathica insti-tuição a Escola Popular realisa-se ama-nhã, á 8,30 no nosso a sala e que é no theatro da Emprezas de Instrucção, com diversos numeros de variedades. No Atheneu Commercial de Lisboa, promovido uma sessão do Sociedade de composta dos srs. Alberto Silva, Alvaro Andrade, Augusto Miranda, Domingos A. Pinheiro, J. Nunes, Joaquim Braga e Justo Vilarinho, realisa-se um recital. O sr. Jorge de Mendonça, preso por diversos roubos que pratiou e agora por os a certos, de duzia e perdeu do nosso que é contigo do quarto esta, o Santo Barata e com a sua pretensão o fique Anjos. A Companhia de Moçambique envio-nos um volume de Jornal d'Agricul-tura, que nos envio no fim do mes de dezembro de 1911. bbox=[693, 27, 922, 2285]
table-cell: 37,70 bbox=[1576, 526, 1609, 539]
table-cell: 919 bbox=[1589, 362, 1609, 374]
headline-conspiradores: Conspiradores bbox=[1429, 1117, 1574, 1141]
headline-mocambique: Na provincia de Moçambique bbox=[297, 49, 414, 87]
ad-automoveis bbox=[475, 1061, 685, 1153]
article-text: E ao despedirmo-nos o nosso sr. coronel Bellegard da Silva teve a gentileza de nos dizer, com aquella franqueza que o caracterisa: bbox=[251, 1827, 460, 1881]
ad-adubos bbox=[14, 1472, 236, 1732]
ad-firm: O. HEROLD & C.ª bbox=[62, 1645, 189, 1664]
subheadline: A opera lyrica bbox=[84, 1372, 167, 1385]
ad-title: THEATRO PHANTASTICO bbox=[957, 40, 1114, 55]
headline-carvao: Producção de carvão no Chile bbox=[1177, 857, 1359, 872]
page-number: 2 bbox=[8, 7, 17, 22]
table-cell: 582 bbox=[1589, 294, 1609, 307]
divider bbox=[14, 960, 236, 961]
article-text: A favor do cofre da sympathica insti-tuição a Escola Popular realisa-se ama-nhã, á 8,30 no nosso a sala e que é no theatro da Emprezas de Instrucção, com diversos numeros de variedades. bbox=[700, 1449, 914, 1530]
ad-eczamol bbox=[700, 1305, 914, 1420]
subheadline: está-se organisando o cadastro geometrico e juridico da pro-priedade immobiliaria bbox=[262, 90, 449, 129]
table-cell: 49 13j16 bbox=[1524, 240, 1556, 266]
article-text: Tudo faz prever que o cartel a percorrer nesta noite, e que constará do meio d'uma corrida organisada, e que ainda assim se não é difficil prever, porque o cartel foi organisado com os melhores elementos recrutados na praça do Campo Pequeno e que só entre no seu programma tem tomado parte. bbox=[475, 1638, 685, 1773]
section-header: Albion contra Germania bbox=[928, 227, 1142, 242]
divider bbox=[1157, 593, 1379, 594]
ad-line: Nova installação de duches. bbox=[1418, 1775, 1584, 1787]
ad-bailarina bbox=[700, 34, 914, 197]
ad-rep: Representante, H. BOTTINO bbox=[723, 860, 891, 875]
article-text: O livro abre com uma carta d'um amigo do auctor, que o obrigava a pô-lo em publico; e vem-se dentro d'esses corajoso que o fez reeditar de o seu pronomes. bbox=[1393, 1556, 1610, 1623]
ad-line: a representação da operetta alle-mã em 3 actos bbox=[22, 75, 229, 99]
table-row bbox=[1393, 335, 1610, 362]
subheadline: Julgamento de aggravos bbox=[1429, 1143, 1574, 1155]
ad-line: — LISBOA — bbox=[768, 1399, 845, 1412]
table-cell: 584 bbox=[1536, 281, 1556, 293]
ad-line: CURSO DE MECANOGRAPHIA bbox=[945, 1330, 1126, 1342]
ad-dir: Director medico de serviço, bbox=[1419, 1715, 1583, 1727]
article-text: BOLSA — Apesar de sabbado, a Bolsa esteve bastante movimentada. As inscri-pções effectuaram-se: bbox=[1393, 443, 1610, 484]
ad-line: Fricções, tratamento da sy-philis em cabines especiaes. bbox=[1403, 1790, 1600, 1816]
article-text: Um leitor de A Capital, que se sub-screve «Um consumidor» envia-nos uma carta em que aprova o criterio que temos publicado ácerca do paga-mento em ouro dos direitos alfande-garios. Applaude as palavras do sr. Jacintho Nunes, que consideramos sendo um aggravamento das pautas, e termina a sua carta com es-tas considerações: bbox=[14, 565, 236, 700]
ad-title: Banhos bbox=[1399, 1631, 1503, 1663]
ad-addr: Palacio Foz — Teleph. 305 bbox=[729, 877, 884, 890]
article-text: Na secção de hoje a Relação negou provimento ao padre Alvaro Fernandes da Silva Guimarães e José de Barros, e deu provimento a Alfredo T. da Costa e Antonio Rodrigues Adegas Junior e resolveu alterar o despacho, quanto á designação de crime, pelo que pro-movam e responsabilidade por que se respaldam em réus Manuel Jo-sé de Pinheiro de Mello, Anacleto Pe-dros de Azevedo, Joaquim Augusto Nogueira Mesquita, Manuel Ferreira Junior e Manuel José Ferreira Marques. bbox=[1393, 1158, 1610, 1361]
divider bbox=[1157, 1050, 1379, 1051]
bolsa-table bbox=[1393, 485, 1610, 539]
article-text: FECHO DA BOLSA DE PARIS. — Portuguez, 3 0j0, 66,00; Norte e Leste, acções, em pr. 2.ª pm. 000; Moçambique, 33,50; Zambezia, 18,25. bbox=[1393, 790, 1610, 858]
table-header-row bbox=[1393, 227, 1610, 240]
article-text: A Inglaterra naval está assim abso-lutamente em caminho das vantagens dos Estados alliados não, se esta se rebuçado dum dos programmas navaes. bbox=[928, 1022, 1142, 1090]
divider bbox=[475, 1397, 685, 1398]
divider bbox=[928, 1539, 1142, 1542]
table-cell: 4:500 bbox=[1589, 904, 1622, 917]
ad-trigo-title: TRIGO NACIONAL bbox=[266, 1913, 445, 1937]
headline-relogios: Relogios a 470 réis !! bbox=[48, 842, 203, 860]
article-text: A pasta do fomento foi hoje levada á assignatura presidencial pelo sr. mi-nistro da justiça. bbox=[1393, 100, 1610, 141]
ad-count: 50 creanças-artistas em scena bbox=[20, 209, 231, 225]
ad-theatro-avenida bbox=[475, 34, 685, 173]
table-cell: 4$870 bbox=[1576, 416, 1609, 428]
column-2: Assumptos coloniaes Na provincia de Moçambique está-se organisando o cadastro geometrico e juridico da pro-priedade immobiliaria Lourenço Marques, 10 de março. Proseguindo na publicação de conversas ácerca do estado em que se encontram os serviços publicos d'esta provincia, suppômos que correspondemos ao de-sejo que teem todos os portuguezes de conhecer a vida das nossas colonias. Hoje reproduziremos o que sobre agri-mensura, serviço que aqui foi definiti-vamente estabelecido pelo ex-gover-nador Freire d'Andrade, nos disse o coro-nel d'artilharia, Bellegarde da Silva, que tem a direcção d'esses trabalhos na provincia. «Só porque não pretendo revelar uma descortezia, que não tenho para ninguem, me presto a falar sobre ma-teria d'administração em Africa e, es-pecialmente, sobre a questão da pro-priedade immobiliaria, cuja importan-cia me dispenso de encarecer. «Comecei por me insurgir com o ter-mo agrimensura, que a mim tem consi-gnado, no serviço colonial, a medição de terras, mas que agrimensura não é ap-plicavel á ordem de serviços, que a legislação vigente commette á direc-ção com tal titulo. «Sem embargo, não é esta bagatella que prejudica o fundo essencial e lu-cubrações que os serviços fazem sobre a nossa lei de propriedade, indepen-dentemente da sua adaptação ao meio, seja, no ponto de vista da segurança que confere aos possuidores de terras, comparavel ao que similarmente se pratica nos paizes mais adeantados no ponto de vista da colonisação. «Deve-se á iniciativa, estudo e pro-posta do ex-governador geral sr. Freire d'Andrade a actual lei de concessão de terrenos e o respectivo regulamento do cadastro da propriedade, assente nos moldes mais proscindados da orienta-ção moderna. A actual lei de terrenos, que alias enferma, como dizem os ju-ristas, de defeitos a que se procura dar remedio, abre as portas ao emprego do capital que teriam nacionaes ou estran-geiros a applicar á terra. «Os concessionarios são compellidos a beneficiar os terrenos mediante o augmento successivo da contribuição predial, emquanto não fazem as devi-das benfeitorias. «D'esta lei poderá esperar-se a feliz solução agricola da provincia, se capi-taes portuguezes occorrerem a empre-hendimentos de colonisação e cultura. A celeridade d'estes emprehendimen-tos comprehende-se que se não reali-sem n'um dia, mas é certo que já se vê por algumas regiões, especialmente em Quelimane, a obra da Zambezia Estates e a The Inhambane Estates Limited. «A lei de terrenos completou-se com o regulamento cadastral e juridico e poderei dizer-lhe que o resultado de destruição do mesmo cadastro, não tem praticado mais na qualidade do ele-mento intrinseco, está nos titulos da propriedade immobiliaria. «Pôr-lhe-hei ainda que, tomando por base o cadastro geometrico da colo-nisação, e elle ligamos a avaliação par-ticular com a base para a contribuição, poderá ser obtida a respectiva quota predial, segundo o criterio legal, applicar a contribuição predial. «Esta tambem em começo algumas cartas chorographicas escala 1:250000 e a carta do districto de Lourenço Mar-ques, todas organisadas com os ele-mentos de triangulação que possuimos. «Não, senhor. Seria até enganal-o dizer-lhe que o cadastro de Moçambi-que, caminha em marcha accelerada. Não ha nada assim. Manifestam-se paragens e obstaculos irreductiveis. «Pensamos, porém, que a reforma d'estes serviços é necessaria e o governo está resolvido a fazel-a com os elementos da provincia.» «A cadeira d'agrimensura, instituida por lei, é uma das que se impõe a reforma, por isso que os alumnos que d'ella saem, sem o necessario tirocinio, são mal apparelhados para os serviços da provincia.» «Ha ainda a considerar os serviços de triangulação, que é preciso completar e ligar com as cartas já feitas, de modo a termos o cadastro geral da colonia, base de toda a administração moderna.» E ao despedirmo-nos o nosso sr. coronel Bellegard da Silva teve a gentileza de nos dizer, com aquella franqueza que o caracterisa: Leopoldo Madeira. TRIGO NACIONAL Compra-se, no preço na tabella official, na Nova Companhia Nacional de Moagem, Rua Jardim do Tabaco, 72 bbox=[244, 27, 468, 2285]
table-cell: Congo bbox=[1521, 918, 1554, 930]
